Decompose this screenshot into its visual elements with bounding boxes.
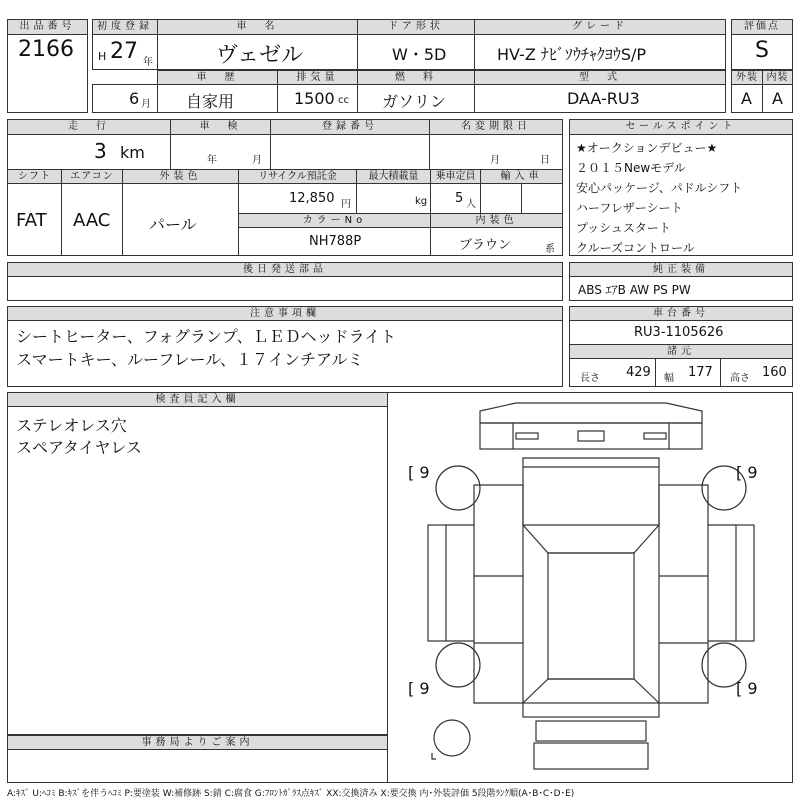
interior-color-unit: 系: [545, 244, 555, 255]
deadline-header: 名変期限日: [429, 119, 563, 135]
specs-cell: [569, 358, 793, 387]
sales-line: 安心パッケージ、パドルシフト: [576, 181, 743, 195]
ext-grade-cell: [731, 84, 763, 113]
door-cell: [357, 34, 475, 70]
reg-no-header: 登録番号: [270, 119, 430, 135]
history-cell: [157, 84, 278, 113]
equipment-cell: [569, 276, 793, 301]
lot-no-header: 出品番号: [7, 19, 88, 35]
reg-no-cell: [270, 134, 430, 170]
reg-month: 6: [129, 89, 140, 108]
tire-mark-front-right: [ 9: [736, 463, 758, 482]
int-grade-header: 内装: [762, 70, 793, 85]
inspector-header: 検査員記入欄: [7, 392, 388, 407]
capacity-cell: [430, 183, 481, 214]
office-cell: [7, 749, 388, 783]
mileage-unit: km: [120, 143, 145, 162]
exterior-color: パール: [149, 215, 197, 234]
ext-grade: A: [741, 89, 752, 108]
deadline-day-unit: 日: [540, 155, 550, 166]
reg-year-unit: 年: [143, 57, 153, 68]
chassis-no: RU3-1105626: [634, 325, 724, 340]
specs-header: 諸元: [569, 344, 793, 359]
reg-month-unit: 月: [141, 99, 151, 110]
shift-cell: [7, 183, 62, 256]
sales-cell: [569, 134, 793, 256]
sales-header: セールスポイント: [569, 119, 793, 135]
door-type: W・5D: [392, 45, 447, 64]
sales-line: プッシュスタート: [576, 221, 671, 235]
height-label: 高さ: [730, 373, 750, 384]
air-conditioner: AAC: [73, 210, 111, 231]
inspection-year-unit: 年: [207, 155, 217, 166]
lot-no-cell: [7, 34, 88, 113]
max-load-header: 最大積載量: [356, 169, 431, 184]
displacement-unit: cc: [338, 95, 349, 106]
model-code: DAA-RU3: [567, 89, 640, 108]
width: 177: [688, 365, 713, 380]
recycle-header: リサイクル預託金: [238, 169, 357, 184]
tire-mark-front-left: [ 9: [408, 463, 430, 482]
color-no: NH788P: [309, 234, 362, 249]
fuel-header: 燃 料: [357, 70, 475, 85]
mileage-cell: [7, 134, 171, 170]
notes-line: スマートキー、ルーフレール、１７インチアルミ: [16, 350, 364, 369]
max-load-cell: [356, 183, 431, 214]
ac-cell: [61, 183, 123, 256]
lot-no: 2166: [18, 37, 74, 62]
width-label: 幅: [664, 373, 674, 384]
tire-mark-rear-right: [ 9: [736, 679, 758, 698]
displacement-header: 排気量: [277, 70, 358, 85]
chassis-header: 車台番号: [569, 306, 793, 321]
mileage-header: 走 行: [7, 119, 171, 135]
ac-header: エアコン: [61, 169, 123, 184]
deadline-cell: [429, 134, 563, 170]
sales-line: ★オークションデビュー★: [576, 141, 718, 155]
grade-cell: [474, 34, 726, 70]
inspection-month-unit: 月: [252, 155, 262, 166]
car-name-cell: [157, 34, 358, 70]
door-header: ドア形状: [357, 19, 475, 35]
first-reg-cell: [92, 34, 158, 70]
fuel-cell: [357, 84, 475, 113]
later-parts-header: 後日発送部品: [7, 262, 563, 277]
fuel: ガソリン: [382, 92, 447, 111]
import-cell: [480, 183, 563, 214]
history-header: 車 歴: [157, 70, 278, 85]
recycle-fee: 12,850: [289, 191, 335, 206]
height: 160: [762, 365, 787, 380]
inspection-cell: [170, 134, 271, 170]
color-cell: [122, 183, 239, 256]
recycle-cell: [238, 183, 357, 214]
history: 自家用: [186, 92, 235, 111]
inspector-line: ステレオレス穴: [16, 416, 127, 435]
chassis-cell: [569, 320, 793, 345]
shift-header: シフト: [7, 169, 62, 184]
equipment-header: 純正装備: [569, 262, 793, 277]
color-no-header: カラーNo: [238, 213, 431, 228]
car-name-header: 車 名: [157, 19, 358, 35]
sales-line: ２０１５Newモデル: [576, 161, 686, 175]
capacity-header: 乗車定員: [430, 169, 481, 184]
reg-year: 27: [110, 39, 138, 64]
length: 429: [626, 365, 651, 380]
deadline-month-unit: 月: [490, 155, 500, 166]
era: H: [98, 50, 107, 63]
notes-line: シートヒーター、フォグランプ、ＬＥＤヘッドライト: [16, 327, 397, 346]
grade-header: グレード: [474, 19, 726, 35]
recycle-fee-unit: 円: [341, 199, 351, 210]
car-name: ヴェゼル: [216, 43, 304, 68]
interior-color-header: 内装色: [430, 213, 563, 228]
int-grade: A: [772, 89, 783, 108]
shift: FAT: [16, 210, 47, 231]
sales-line: クルーズコントロール: [576, 241, 695, 255]
notes-header: 注意事項欄: [7, 306, 563, 321]
first-reg-month-cell: [92, 84, 158, 113]
legend: A:ｷｽﾞ U:ﾍｺﾐ B:ｷｽﾞを伴うﾍｺﾐ P:要塗装 W:補修跡 S:錆 C:腐食 G:ﾌﾛﾝﾄｶﾞﾗｽ点ｷｽﾞ XX:交換済み X:要交換 内･外装評価 5段階ﾗﾝｸ順(A･B･C･D･E): [7, 789, 575, 799]
sales-line: ハーフレザーシート: [576, 201, 683, 215]
model-header: 型 式: [474, 70, 726, 85]
capacity: 5: [455, 191, 464, 206]
displacement-cell: [277, 84, 358, 113]
interior-color-cell: [430, 227, 563, 256]
score-cell: [731, 34, 793, 70]
inspector-line: スペアタイヤレス: [16, 438, 142, 457]
length-label: 長さ: [580, 373, 600, 384]
interior-color: ブラウン: [459, 238, 512, 253]
inspector-cell: [7, 406, 388, 735]
score: S: [755, 38, 769, 63]
color-header: 外装色: [122, 169, 239, 184]
ext-grade-header: 外装: [731, 70, 763, 85]
grade: HV-Z ﾅﾋﾞｿｳﾁｬｸﾖｳS/P: [497, 45, 647, 64]
color-no-cell: [238, 227, 431, 256]
car-outline-icon: [388, 393, 794, 784]
mileage: 3: [94, 139, 107, 163]
office-header: 事務局よりご案内: [7, 735, 388, 750]
import-header: 輸入車: [480, 169, 563, 184]
equipment: ABS ｴｱB AW PS PW: [578, 283, 691, 297]
tire-mark-rear-left: [ 9: [408, 679, 430, 698]
first-reg-header: 初度登録: [92, 19, 158, 35]
damage-diagram: [387, 392, 793, 783]
capacity-unit: 人: [466, 199, 476, 210]
model-cell: [474, 84, 726, 113]
max-load-unit: kg: [415, 196, 428, 207]
notes-cell: [7, 320, 563, 387]
int-grade-cell: [762, 84, 793, 113]
displacement: 1500: [294, 89, 335, 108]
later-parts-cell: [7, 276, 563, 301]
score-header: 評価点: [731, 19, 793, 35]
inspection-header: 車 検: [170, 119, 271, 135]
